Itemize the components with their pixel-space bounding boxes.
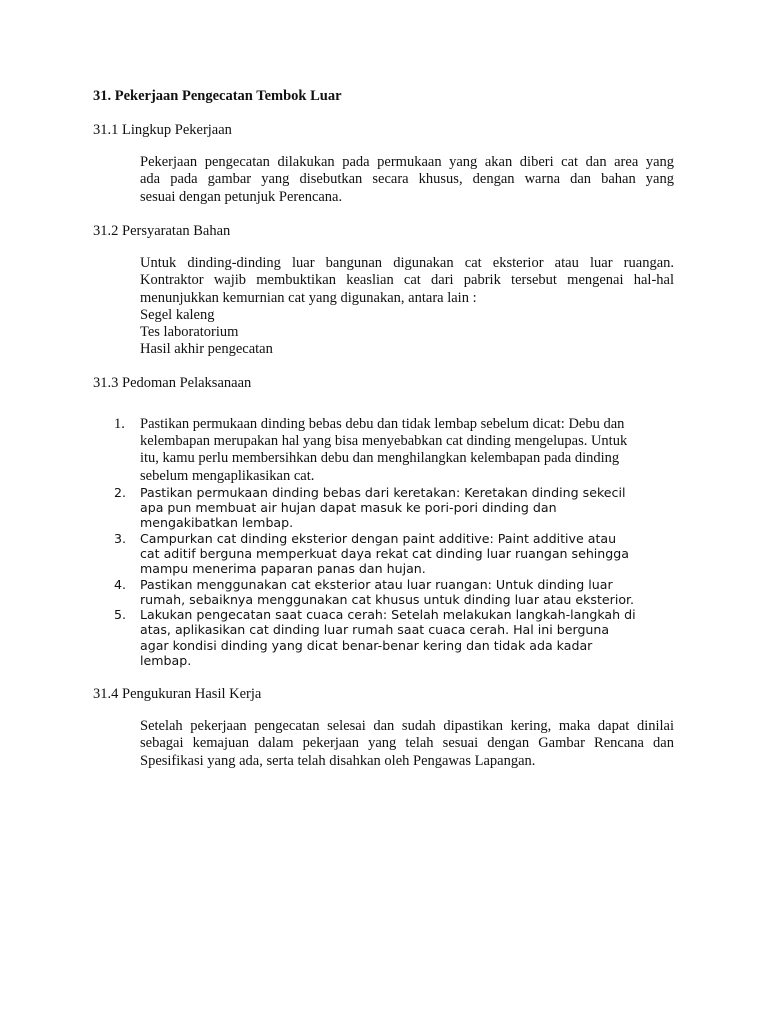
paragraph-line: Spesifikasi yang ada, serta telah disahkan oleh Pengawas Lapangan. (140, 752, 536, 769)
list-line: Campurkan cat dinding eksterior dengan paint additive: Paint additive atau (140, 530, 617, 546)
section-heading-pengukuran: 31.4 Pengukuran Hasil Kerja (93, 686, 262, 702)
list-number: 1. (114, 416, 125, 432)
document-title: 31. Pekerjaan Pengecatan Tembok Luar (93, 88, 342, 104)
list-line: mampu menerima paparan panas dan hujan. (140, 561, 426, 577)
section-heading-persyaratan: 31.2 Persyaratan Bahan (93, 223, 231, 239)
list-line: agar kondisi dinding yang dicat benar-benar kering dan tidak ada kadar (140, 637, 593, 653)
list-item (114, 577, 684, 608)
list-number: 2. (114, 484, 127, 500)
list-line: kelembapan merupakan hal yang bisa menyebabkan cat dinding mengelupas. Untuk (140, 433, 628, 450)
list-item (114, 485, 684, 531)
section-heading-pedoman: 31.3 Pedoman Pelaksanaan (93, 375, 252, 391)
list-line: apa pun membuat air hujan dapat masuk ke pori-pori dinding dan (140, 500, 557, 516)
list-line: sebelum mengaplikasikan cat. (140, 467, 315, 484)
list-line: itu, kamu perlu membersihkan debu dan menghilangkan kelembapan pada dinding (140, 450, 620, 467)
list-item (114, 416, 684, 485)
list-line: rumah, sebaiknya menggunakan cat khusus untuk dinding luar atau eksterior. (140, 591, 635, 607)
paragraph-line: Untuk dinding-dinding luar bangunan digunakan cat eksterior atau luar ruangan. (140, 255, 674, 271)
section-paragraph-lingkup (140, 154, 674, 206)
list-number: 4. (114, 576, 127, 592)
list-line: lembap. (140, 653, 192, 669)
material-item: Tes laboratorium (140, 324, 239, 341)
paragraph-line: sesuai dengan petunjuk Perencana. (140, 188, 343, 205)
list-item (114, 607, 684, 668)
list-line: Pastikan menggunakan cat eksterior atau luar ruangan: Untuk dinding luar (140, 576, 613, 592)
list-line: cat aditif berguna memperkuat daya rekat cat dinding luar ruangan sehingga (140, 546, 629, 561)
list-number: 3. (114, 530, 127, 546)
list-line: Lakukan pengecatan saat cuaca cerah: Setelah melakukan langkah-langkah di (140, 607, 636, 623)
list-item (114, 531, 684, 577)
material-item: Segel kaleng (140, 306, 215, 323)
paragraph-line: menunjukkan kemurnian cat yang digunakan, antara lain : (140, 289, 477, 306)
section-paragraph-persyaratan (140, 255, 674, 359)
paragraph-line: Setelah pekerjaan pengecatan selesai dan sudah dipastikan kering, maka dapat dinilai (140, 718, 674, 734)
list-line: Pastikan permukaan dinding bebas dari keretakan: Keretakan dinding sekecil (140, 484, 626, 500)
paragraph-line: ada pada gambar yang disebutkan secara khusus, dengan warna dan bahan yang (140, 171, 674, 188)
list-line: atas, aplikasikan cat dinding luar rumah saat cuaca cerah. Hal ini berguna (140, 622, 610, 638)
list-number: 5. (114, 607, 127, 623)
list-line: Pastikan permukaan dinding bebas debu dan tidak lembap sebelum dicat: Debu dan (140, 416, 625, 432)
paragraph-line: Pekerjaan pengecatan dilakukan pada permukaan yang akan diberi cat dan area yang (140, 154, 674, 170)
section-paragraph-pengukuran (140, 718, 674, 770)
list-line: mengakibatkan lembap. (140, 515, 294, 531)
section-heading-lingkup: 31.1 Lingkup Pekerjaan (93, 122, 232, 138)
material-item: Hasil akhir pengecatan (140, 341, 273, 358)
paragraph-line: Kontraktor wajib membuktikan keaslian cat dari pabrik tersebut mengenai hal-hal (140, 272, 674, 289)
guideline-list (114, 416, 684, 668)
paragraph-line: sebagai kemajuan dalam pekerjaan yang telah sesuai dengan Gambar Rencana dan (140, 735, 674, 752)
